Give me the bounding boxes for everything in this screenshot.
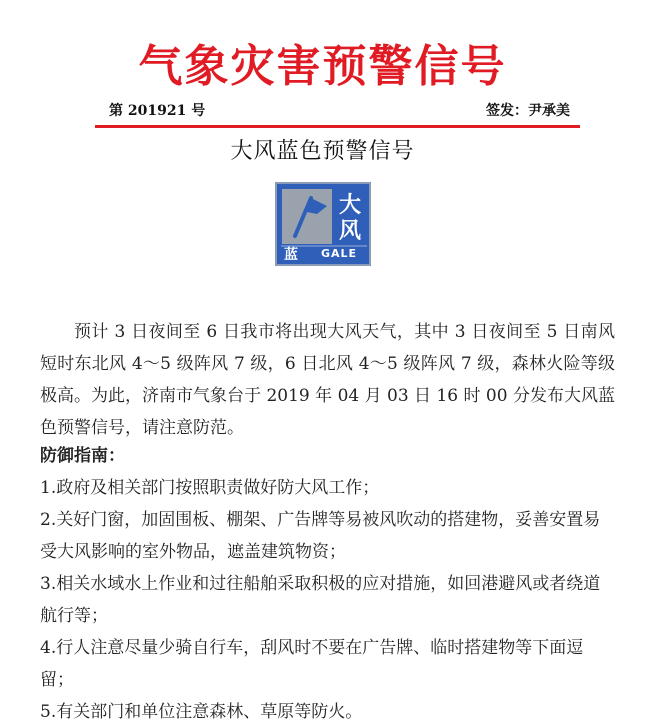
guide-list <box>40 472 615 728</box>
notice-paragraph: 预计 3 日夜间至 6 日我市将出现大风天气，其中 3 日夜间至 5 日南风短时东北风 4～5 级阵风 7 级，6 日北风 4～5 级阵风 7 级，森林火险等级极高。为此，济南市气象台于 2019 年 04 月 03 日 16 时 00 分发布大风蓝色预警信号，请注意防范。 <box>40 322 615 438</box>
guide-item: 2.关好门窗，加固围板、棚架、广告牌等易被风吹动的搭建物，妥善安置易受大风影响的室外物品，遮盖建筑物资； <box>40 510 601 562</box>
guide-item: 5.有关部门和单位注意森林、草原等防火。 <box>40 702 363 722</box>
signal-char-da: 大 <box>339 193 362 218</box>
guide-item: 3.相关水域水上作业和过往船舶采取积极的应对措施，如回港避风或者绕道航行等； <box>40 574 601 626</box>
guide-heading: 防御指南： <box>40 446 125 466</box>
signal-english-label: GALE <box>321 247 358 260</box>
guide-item: 1.政府及相关部门按照职责做好防大风工作； <box>40 478 380 498</box>
header-title: 气象灾害预警信号 <box>138 41 507 92</box>
warning-signal-badge <box>275 182 371 266</box>
signer: 签发：尹承美 <box>486 103 570 119</box>
signal-level-char: 蓝 <box>284 247 298 263</box>
document-number: 第 201921 号 <box>109 103 206 119</box>
signal-char-feng: 风 <box>339 219 362 244</box>
notice-subtitle: 大风蓝色预警信号 <box>230 139 415 164</box>
red-divider <box>95 125 580 128</box>
guide-item: 4.行人注意尽量少骑自行车，刮风时不要在广告牌、临时搭建物等下面逗留； <box>40 638 584 690</box>
